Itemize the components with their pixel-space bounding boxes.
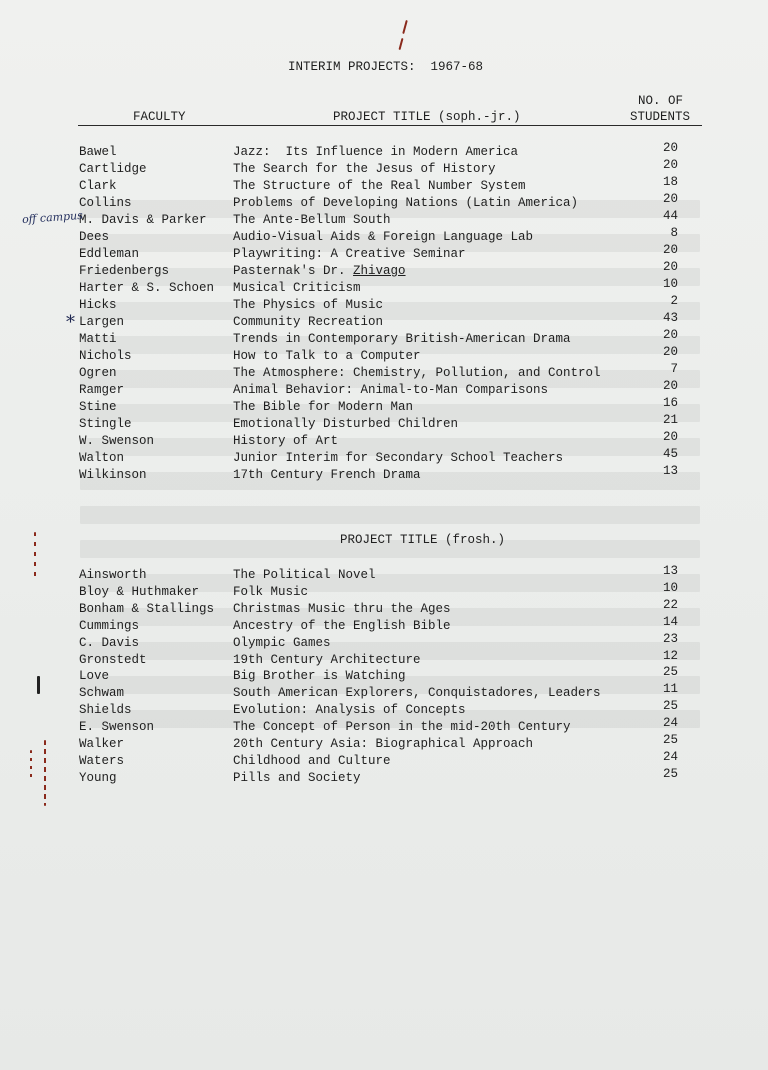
project-title-text: 17th Century French Drama [233, 468, 421, 482]
project-title-cell [233, 567, 376, 583]
student-count-cell: 25 [662, 766, 678, 781]
faculty-cell: Eddleman [79, 247, 140, 261]
faculty-cell: Harter & S. Schoen [79, 281, 215, 295]
project-title-cell [233, 719, 571, 735]
project-title-cell [233, 331, 571, 347]
project-title-text: Animal Behavior: Animal-to-Man Comparisons [233, 383, 549, 397]
student-count-cell: 14 [662, 614, 678, 629]
project-title-underlined: Zhivago [353, 264, 406, 278]
student-count-cell: 44 [662, 209, 678, 223]
faculty-cell: Bawel [79, 145, 117, 159]
project-title-text: The Ante-Bellum South [233, 213, 391, 227]
project-title-cell [233, 635, 331, 651]
project-title-text: Musical Criticism [233, 281, 361, 295]
student-count-cell: 10 [662, 277, 678, 291]
header-faculty: FACULTY [133, 110, 186, 124]
faculty-cell: E. Swenson [79, 720, 155, 735]
student-count-cell: 22 [662, 597, 678, 612]
faculty-cell: Young [79, 770, 117, 785]
student-count-cell: 24 [662, 716, 678, 731]
project-title-cell [233, 618, 451, 634]
faculty-cell: Ramger [79, 383, 125, 397]
project-title-cell [233, 348, 421, 364]
student-count-cell: 20 [662, 141, 678, 155]
project-title-text: Playwriting: A Creative Seminar [233, 247, 466, 261]
pen-mark [402, 20, 408, 34]
faculty-cell: Matti [79, 332, 117, 346]
project-title-cell [233, 297, 383, 313]
student-count-cell: 16 [662, 396, 678, 410]
project-title-cell [233, 280, 361, 296]
student-count-cell: 20 [662, 243, 678, 257]
project-title-text: The Physics of Music [233, 298, 384, 312]
project-title-text: South American Explorers, Conquistadores, Leaders [233, 686, 601, 701]
faculty-cell: Wilkinson [79, 468, 147, 482]
student-count-cell: 18 [662, 175, 678, 189]
student-count-cell: 20 [662, 379, 678, 393]
project-title-cell [233, 144, 518, 160]
project-title-text: Christmas Music thru the Ages [233, 601, 451, 616]
margin-mark [37, 676, 40, 694]
project-title-text: Jazz: Its Influence in Modern America [233, 145, 519, 159]
header-rule [78, 125, 702, 126]
faculty-cell: Cummings [79, 618, 140, 633]
student-count-cell: 7 [670, 362, 678, 376]
faculty-cell: Dees [79, 230, 110, 244]
student-count-cell: 24 [662, 749, 678, 764]
project-title-text: Big Brother is Watching [233, 669, 406, 684]
project-title-cell [233, 601, 451, 617]
student-count-cell: 20 [662, 192, 678, 206]
project-title-text: Olympic Games [233, 635, 331, 650]
project-title-text: Folk Music [233, 584, 309, 599]
margin-mark [44, 740, 46, 806]
project-title-text: Childhood and Culture [233, 753, 391, 768]
student-count-cell: 25 [662, 733, 678, 747]
student-count-cell: 12 [662, 648, 678, 663]
faculty-cell: C. Davis [79, 635, 140, 650]
project-title-text: The Concept of Person in the mid-20th Century [233, 720, 571, 735]
faculty-cell: Ainsworth [79, 568, 147, 582]
margin-mark [30, 750, 32, 780]
project-title-cell [233, 229, 533, 245]
faculty-cell: W. Swenson [79, 434, 155, 448]
faculty-cell: Bloy & Huthmaker [79, 584, 200, 599]
pen-mark [398, 38, 403, 50]
project-title-cell [233, 178, 526, 194]
faculty-cell: Waters [79, 753, 125, 768]
project-title-cell [233, 246, 466, 262]
project-title-cell [233, 399, 413, 415]
faculty-cell: Ogren [79, 366, 117, 380]
faculty-cell: Stine [79, 400, 117, 414]
project-title-text: Ancestry of the English Bible [233, 618, 451, 633]
faculty-cell: M. Davis & Parker [79, 213, 207, 227]
project-title-text: How to Talk to a Computer [233, 349, 421, 363]
project-title-cell [233, 212, 391, 228]
student-count-cell: 2 [670, 294, 678, 308]
project-title-cell [233, 702, 466, 718]
project-title-text: Trends in Contemporary British-American Drama [233, 332, 571, 346]
project-title-text: 19th Century Architecture [233, 652, 421, 667]
project-title-cell [233, 263, 406, 279]
faculty-cell: Bonham & Stallings [79, 601, 215, 616]
project-title-text: Junior Interim for Secondary School Teachers [233, 451, 564, 465]
student-count-cell: 11 [662, 682, 678, 697]
faculty-cell: Stingle [79, 417, 132, 431]
student-count-cell: 20 [662, 430, 678, 444]
student-count-cell: 23 [662, 631, 678, 646]
faculty-cell: Hicks [79, 298, 117, 312]
student-count-cell: 20 [662, 158, 678, 172]
student-count-cell: 25 [662, 665, 678, 680]
project-title-text: Audio-Visual Aids & Foreign Language Lab [233, 230, 534, 244]
project-title-text: Problems of Developing Nations (Latin America) [233, 196, 579, 210]
student-count-cell: 20 [662, 260, 678, 274]
faculty-cell: Love [79, 669, 110, 684]
project-title-text: The Political Novel [233, 568, 376, 582]
project-title-text: The Atmosphere: Chemistry, Pollution, and Control [233, 366, 601, 380]
faculty-cell: Gronstedt [79, 652, 147, 667]
header-project-title-frosh: PROJECT TITLE (frosh.) [340, 533, 506, 547]
project-title-cell [233, 668, 406, 684]
faculty-cell: Largen [79, 315, 125, 329]
student-count-cell: 43 [662, 311, 678, 325]
project-title-cell [233, 467, 421, 483]
student-count-cell: 13 [662, 464, 678, 478]
project-title-text: The Structure of the Real Number System [233, 179, 526, 193]
faculty-cell: Shields [79, 703, 132, 718]
project-title-cell [233, 416, 458, 432]
student-count-cell: 45 [662, 447, 678, 461]
project-title-cell [233, 584, 308, 600]
student-count-cell: 21 [662, 413, 678, 427]
project-title-cell [233, 433, 338, 449]
project-title-cell [233, 685, 601, 701]
student-count-cell: 10 [662, 580, 678, 595]
handwritten-star: * [66, 312, 75, 333]
faculty-cell: Cartlidge [79, 162, 147, 176]
project-title-text: History of Art [233, 434, 339, 448]
student-count-cell: 20 [662, 345, 678, 359]
project-title-cell [233, 753, 391, 769]
header-project-title-upper: PROJECT TITLE (soph.-jr.) [333, 110, 521, 124]
project-title-cell [233, 770, 361, 786]
student-count-cell: 25 [662, 699, 678, 714]
project-title-text: Evolution: Analysis of Concepts [233, 703, 466, 718]
faculty-cell: Schwam [79, 686, 125, 701]
project-title-cell [233, 736, 533, 752]
project-title-cell [233, 365, 601, 381]
project-title-cell [233, 161, 496, 177]
handwritten-off-campus: off campus [21, 208, 84, 227]
margin-mark [34, 532, 36, 580]
faculty-cell: Nichols [79, 349, 132, 363]
student-count-cell: 20 [662, 328, 678, 342]
faculty-cell: Friedenbergs [79, 264, 170, 278]
project-title-text: 20th Century Asia: Biographical Approach [233, 737, 534, 751]
project-title-text: The Bible for Modern Man [233, 400, 414, 414]
project-title-text: The Search for the Jesus of History [233, 162, 496, 176]
project-title-cell [233, 382, 548, 398]
project-title-cell [233, 450, 563, 466]
project-title-text: Community Recreation [233, 315, 384, 329]
faculty-cell: Walker [79, 737, 125, 751]
project-title-text: Emotionally Disturbed Children [233, 417, 459, 431]
student-count-cell: 13 [662, 564, 678, 578]
faculty-cell: Clark [79, 179, 117, 193]
project-title-text: Pasternak's Dr. [233, 264, 354, 278]
project-title-cell [233, 652, 421, 668]
project-title-cell [233, 195, 578, 211]
faculty-cell: Collins [79, 196, 132, 210]
header-no-of: NO. OF [638, 94, 684, 108]
faculty-cell: Walton [79, 451, 125, 465]
project-title-cell [233, 314, 383, 330]
project-title-text: Pills and Society [233, 770, 361, 785]
header-students: STUDENTS [630, 110, 691, 124]
document-title: INTERIM PROJECTS: 1967-68 [288, 60, 484, 74]
student-count-cell: 8 [670, 226, 678, 240]
